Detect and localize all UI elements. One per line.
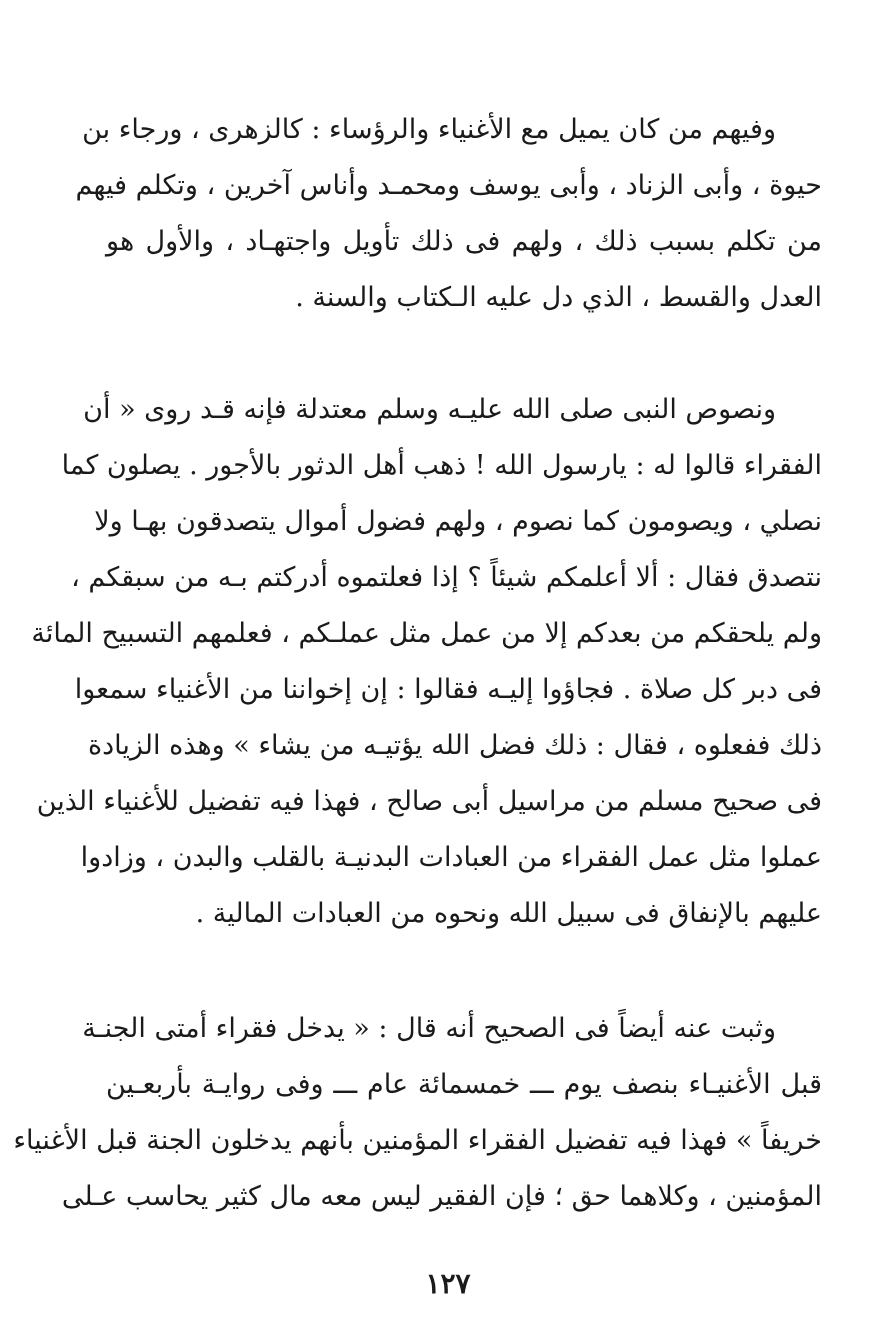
text-line: فى صحيح مسلم من مراسيل أبى صالح ، فهذا فيه تفضيل للأغنياء الذين: [36, 786, 822, 817]
text-line: ذلك ففعلوه ، فقال : ذلك فضل الله يؤتيـه من يشاء » وهذه الزيادة: [87, 730, 822, 761]
paragraph-1: [75, 102, 822, 326]
text-line: عملوا مثل عمل الفقراء من العبادات البدنيـة بالقلب والبدن ، وزادوا: [80, 842, 822, 873]
text-line: الفقراء قالوا له : يارسول الله ! ذهب أهل الدثور بالأجور . يصلون كما: [61, 450, 822, 481]
text-line: المؤمنين ، وكلاهما حق ؛ فإن الفقير ليس معه مال كثير يحاسب عـلى: [61, 1181, 822, 1212]
text-line: ولم يلحقكم من بعدكم إلا من عمل مثل عملـكم ، فعلمهم التسبيح المائة: [31, 618, 822, 649]
text-line: نصلي ، ويصومون كما نصوم ، ولهم فضول أموال يتصدقون بهـا ولا: [94, 506, 822, 537]
text-line: عليهم بالإنفاق فى سبيل الله ونحوه من العبادات المالية .: [195, 898, 822, 929]
paragraph-3: [13, 1001, 822, 1225]
text-line: حيوة ، وأبى الزناد ، وأبى يوسف ومحمـد وأناس آخرين ، وتكلم فيهم: [75, 170, 822, 201]
text-line: خريفاً » فهذا فيه تفضيل الفقراء المؤمنين بأنهم يدخلون الجنة قبل الأغنياء: [13, 1125, 822, 1156]
text-line: نتصدق فقال : ألا أعلمكم شيئاً ؟ إذا فعلتموه أدركتم بـه من سبقكم ،: [71, 562, 822, 593]
text-line: من تكلم بسبب ذلك ، ولهم فى ذلك تأويل واجتهـاد ، والأول هو: [106, 226, 822, 257]
paragraph-2: [31, 382, 822, 942]
text-line: فى دبر كل صلاة . فجاؤوا إليـه فقالوا : إن إخواننا من الأغنياء سمعوا: [74, 674, 822, 705]
text-line: وفيهم من كان يميل مع الأغنياء والرؤساء : كالزهرى ، ورجاء بن: [82, 114, 776, 145]
page-number: ١٢٧: [425, 1267, 471, 1300]
text-line: ونصوص النبى صلى الله عليـه وسلم معتدلة فإنه قـد روى « أن: [83, 394, 776, 425]
text-line: العدل والقسط ، الذي دل عليه الـكتاب والسنة .: [295, 282, 822, 313]
text-line: وثبت عنه أيضاً فى الصحيح أنه قال : « يدخل فقراء أمتى الجنـة: [82, 1013, 776, 1044]
text-line: قبل الأغنيـاء بنصف يوم ـــ خمسمائة عام ـــ وفى روايـة بأربعـين: [106, 1069, 822, 1100]
